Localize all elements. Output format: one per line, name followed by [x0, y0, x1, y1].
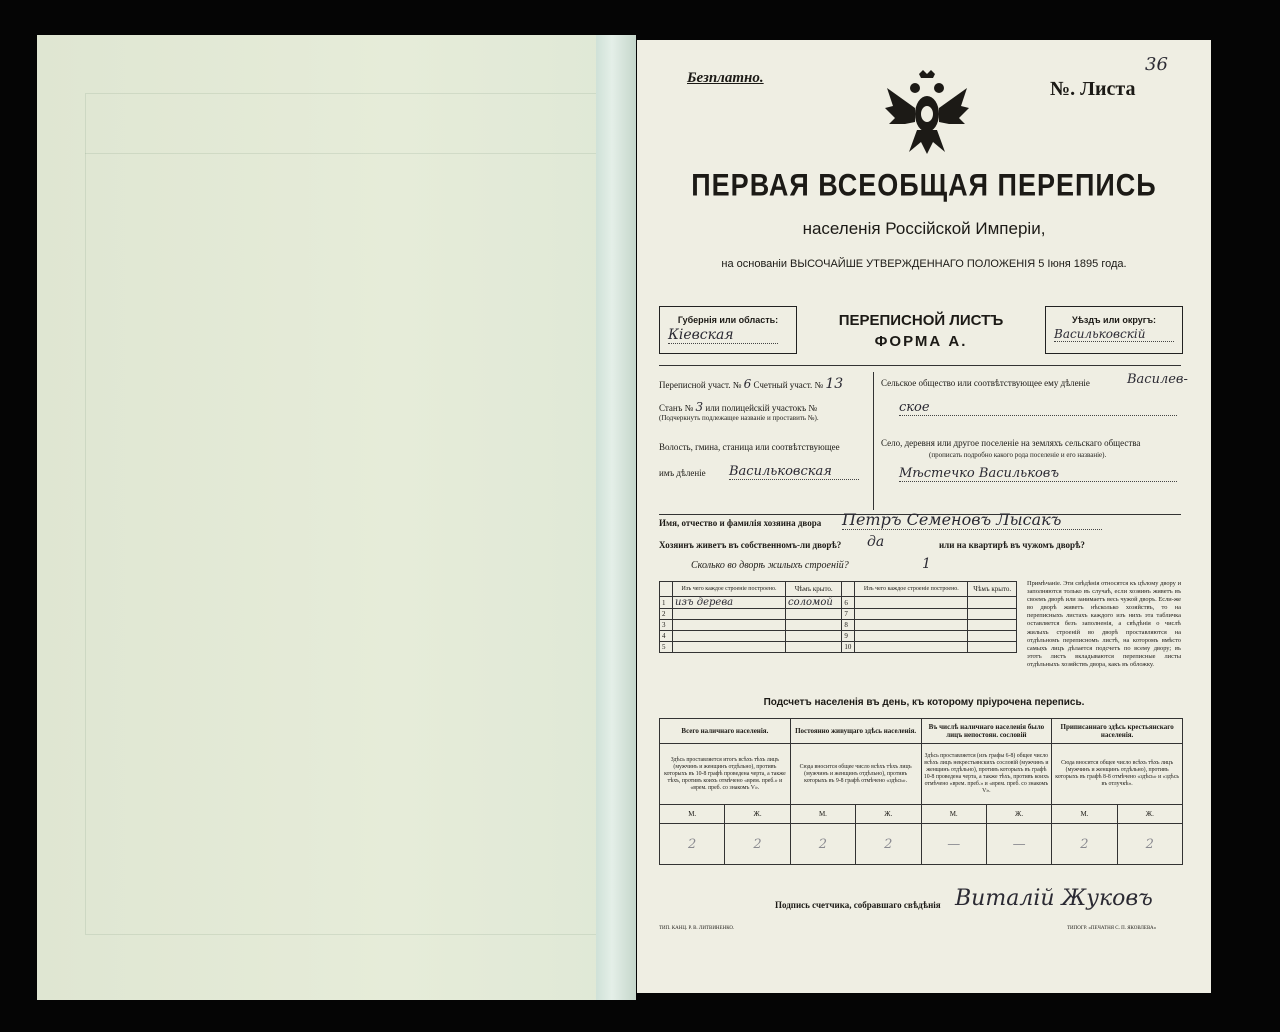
roof-cell	[968, 631, 1017, 642]
desc-peasant: Сюда вносится общее число всѣхъ тѣхъ лицъ (мужчинъ и женщинъ отдѣльно), противъ которыхъ въ графѣ 8-8 отмѣчено «здѣсь» и «здѣсь въ отлучкѣ».	[1052, 744, 1183, 805]
form-title: ФОРМА А.	[874, 333, 968, 350]
header-total: Всего наличнаго населенія.	[660, 719, 791, 744]
col-roof-header-2: Чѣмъ крыто.	[968, 582, 1017, 597]
count-value: 2	[790, 824, 855, 865]
count-value: —	[986, 824, 1051, 865]
count-value: 2	[725, 824, 790, 865]
desc-permanent: Сюда вносится общее число всѣхъ тѣхъ лицъ (мужчинъ и женщинъ отдѣльно), противъ которыхъ въ 9-8 графѣ отмѣчено «здѣсь».	[790, 744, 921, 805]
desc-non-peasant: Здѣсь проставляется (изъ графы 6-8) общее число всѣхъ лицъ некрестьянскихъ сословій (мужчинъ и женщинъ отдѣльно), противъ которыхъ въ графѣ 10-8 проведена черта, а также тѣхъ, противъ коихъ отмѣчено «врем. преб.» и «врем. преб. со знакомъ V».	[921, 744, 1052, 805]
province-label: Губернія или область:	[677, 315, 779, 325]
own-yard-label: Хозяинъ живетъ въ собственномъ-ли дворѣ?	[659, 540, 842, 550]
printer-right: ТИПОГР. «ПЕЧАТНЯ С. П. ЯКОВЛЕВА»	[1067, 926, 1157, 931]
population-count-table	[659, 718, 1183, 865]
buildings-header-row	[660, 582, 1017, 597]
roof-cell	[786, 609, 842, 620]
count-area-value: 13	[825, 376, 844, 392]
rent-label: или на квартирѣ въ чужомъ дворѣ?	[939, 540, 1085, 550]
material-cell	[673, 642, 786, 653]
header-peasant: Приписаннаго здѣсь крестьянскаго населенія.	[1052, 719, 1183, 744]
stan-label: Станъ №	[659, 403, 694, 413]
society-label: Сельское общество или соотвѣтствующее ему дѣленіе	[881, 378, 1090, 388]
census-area-row	[659, 376, 843, 392]
district-label: Уѣздъ или округъ:	[1071, 315, 1157, 325]
village-label: Село, деревня или другое поселеніе на земляхъ сельскаго общества	[881, 438, 1141, 448]
society-value: Василев-	[1127, 372, 1188, 387]
material-cell	[855, 631, 968, 642]
buildings-label: Сколько во дворѣ жилыхъ строеній?	[691, 560, 849, 571]
col-material-header-2: Изъ чего каждое строеніе построено.	[855, 582, 968, 597]
volost-value: Васильковская	[729, 464, 859, 480]
sex-f: Ж.	[1117, 805, 1182, 824]
sex-header-row	[660, 805, 1183, 824]
sex-f: Ж.	[856, 805, 921, 824]
row-number: 9	[842, 631, 855, 642]
count-values-row	[660, 824, 1183, 865]
count-value: —	[921, 824, 986, 865]
roof-cell	[968, 609, 1017, 620]
header-permanent: Постоянно живущаго здѣсь населенія.	[790, 719, 921, 744]
police-area-label: или полицейскій участокъ №	[705, 403, 818, 413]
roof-cell	[968, 597, 1017, 609]
table-row	[660, 609, 1017, 620]
village-value: Мѣстечко Васильковъ	[899, 466, 1177, 482]
row-number: 8	[842, 620, 855, 631]
table-row	[660, 620, 1017, 631]
count-header-row	[660, 719, 1183, 744]
row-number: 10	[842, 642, 855, 653]
district-box	[1045, 306, 1183, 354]
col-material-header: Изъ чего каждое строеніе построено.	[673, 582, 786, 597]
roof-cell	[968, 642, 1017, 653]
roof-cell	[786, 642, 842, 653]
count-description-row	[660, 744, 1183, 805]
material-cell	[855, 597, 968, 609]
buildings-table	[659, 581, 1017, 653]
roof-cell	[786, 631, 842, 642]
sex-m: М.	[660, 805, 725, 824]
book-spine	[596, 35, 636, 1000]
roof-cell	[968, 620, 1017, 631]
society-value-2: ское	[899, 400, 1177, 416]
sheet-number-label: №. Листа	[1050, 78, 1136, 100]
volost-label-2: имъ дѣленіе	[659, 468, 706, 478]
table-row	[660, 642, 1017, 653]
buildings-note: Примѣчаніе. Эти свѣдѣнія относятся къ цѣлому двору и заполняются только въ случаѣ, если хозяинъ живетъ въ своемъ дворѣ или занимаетъ весь чужой дворъ. Если-же во дворѣ живетъ нѣсколько хозяйствъ, то на переписныхъ листахъ каждого изъ нихъ эта табличка оставляется безъ заполненія, а свѣдѣнія о числѣ жилыхъ строеній во дворѣ проставляются на отдѣльномъ переписномъ листѣ, на которомъ вмѣсто самыхъ лицъ дѣлается подсчетъ по всему двору; въ этотъ листъ вкладываются переписные листы отдѣльныхъ хозяйствъ двора, какъ въ обложку.	[1027, 580, 1181, 668]
village-note: (прописать подробно какого рода поселеніе и его названіе).	[929, 451, 1107, 459]
printer-left: ТИП. КАНЦ. Р. В. ЛИТВИНЕНКО.	[659, 926, 735, 931]
material-cell	[673, 620, 786, 631]
desc-total: Здѣсь проставляется итогъ всѣхъ тѣхъ лицъ (мужчинъ и женщинъ отдѣльно), противъ которыхъ въ 10-8 графѣ проведена черта, а также тѣхъ, противъ коихъ отмѣчено «врем. преб.» и «врем. преб. со знакомъ V».	[660, 744, 791, 805]
sex-m: М.	[790, 805, 855, 824]
count-title: Подсчетъ населенія въ день, къ которому пріурочена перепись.	[763, 697, 1085, 708]
table-row	[660, 597, 1017, 609]
fields-divider	[873, 372, 874, 510]
table-row	[660, 631, 1017, 642]
header-non-peasant: Въ числѣ наличнаго населенія было лицъ непостоян. сословій	[921, 719, 1052, 744]
sex-f: Ж.	[986, 805, 1051, 824]
left-page	[37, 35, 635, 1000]
sheet-title: ПЕРЕПИСНОЙ ЛИСТЪ	[838, 312, 1004, 329]
bleed-through-header	[85, 93, 605, 154]
own-yard-value: да	[867, 534, 885, 550]
stan-value: 3	[695, 400, 704, 414]
census-area-label: Переписной участ. №	[659, 380, 742, 390]
sex-f: Ж.	[725, 805, 790, 824]
signature-label: Подпись счетчика, собравшаго свѣдѣнія	[775, 900, 941, 910]
buildings-value: 1	[922, 556, 931, 572]
legal-basis: на основаніи ВЫСОЧАЙШЕ УТВЕРЖДЕННАГО ПОЛОЖЕНІЯ 5 Іюня 1895 года.	[721, 258, 1127, 270]
underline-note: (Подчеркнуть подлежащее названіе и проставить №).	[659, 414, 819, 422]
province-box	[659, 306, 797, 354]
material-cell	[673, 609, 786, 620]
owner-label: Имя, отчество и фамилія хозяина двора	[659, 518, 822, 528]
row-number: 2	[660, 609, 673, 620]
district-value: Васильковскій	[1054, 327, 1174, 342]
material-cell	[855, 642, 968, 653]
row-number: 1	[660, 597, 673, 609]
count-value: 2	[1117, 824, 1182, 865]
location-fields	[659, 365, 1188, 515]
free-label: Безплатно.	[687, 70, 764, 86]
roof-cell: соломой	[786, 597, 842, 609]
bleed-through-frame	[85, 93, 607, 935]
sheet-number-value: 36	[1145, 54, 1168, 75]
census-sheet-page	[637, 40, 1211, 993]
count-value: 2	[660, 824, 725, 865]
volost-label: Волость, гмина, станица или соотвѣтствующее	[659, 442, 840, 452]
imperial-eagle-emblem	[885, 68, 969, 158]
row-number: 4	[660, 631, 673, 642]
page-title: ПЕРВАЯ ВСЕОБЩАЯ ПЕРЕПИСЬ	[691, 167, 1157, 203]
row-number: 5	[660, 642, 673, 653]
material-cell: изъ дерева	[673, 597, 786, 609]
stan-row	[659, 400, 817, 414]
province-value: Кіевская	[668, 327, 778, 344]
count-area-label: Счетный участ. №	[753, 380, 824, 390]
page-subtitle: населенія Россійской Имперіи,	[802, 219, 1046, 238]
enumerator-signature: Виталій Жуковъ	[955, 886, 1153, 911]
material-cell	[855, 609, 968, 620]
owner-value: Петръ Семеновъ Лысакъ	[842, 510, 1102, 530]
material-cell	[673, 631, 786, 642]
row-number: 3	[660, 620, 673, 631]
roof-cell	[786, 620, 842, 631]
material-cell	[855, 620, 968, 631]
sex-m: М.	[921, 805, 986, 824]
census-area-value: 6	[743, 377, 752, 391]
count-value: 2	[856, 824, 921, 865]
row-number: 6	[842, 597, 855, 609]
count-value: 2	[1052, 824, 1117, 865]
col-roof-header: Чѣмъ крыто.	[786, 582, 842, 597]
sex-m: М.	[1052, 805, 1117, 824]
row-number: 7	[842, 609, 855, 620]
